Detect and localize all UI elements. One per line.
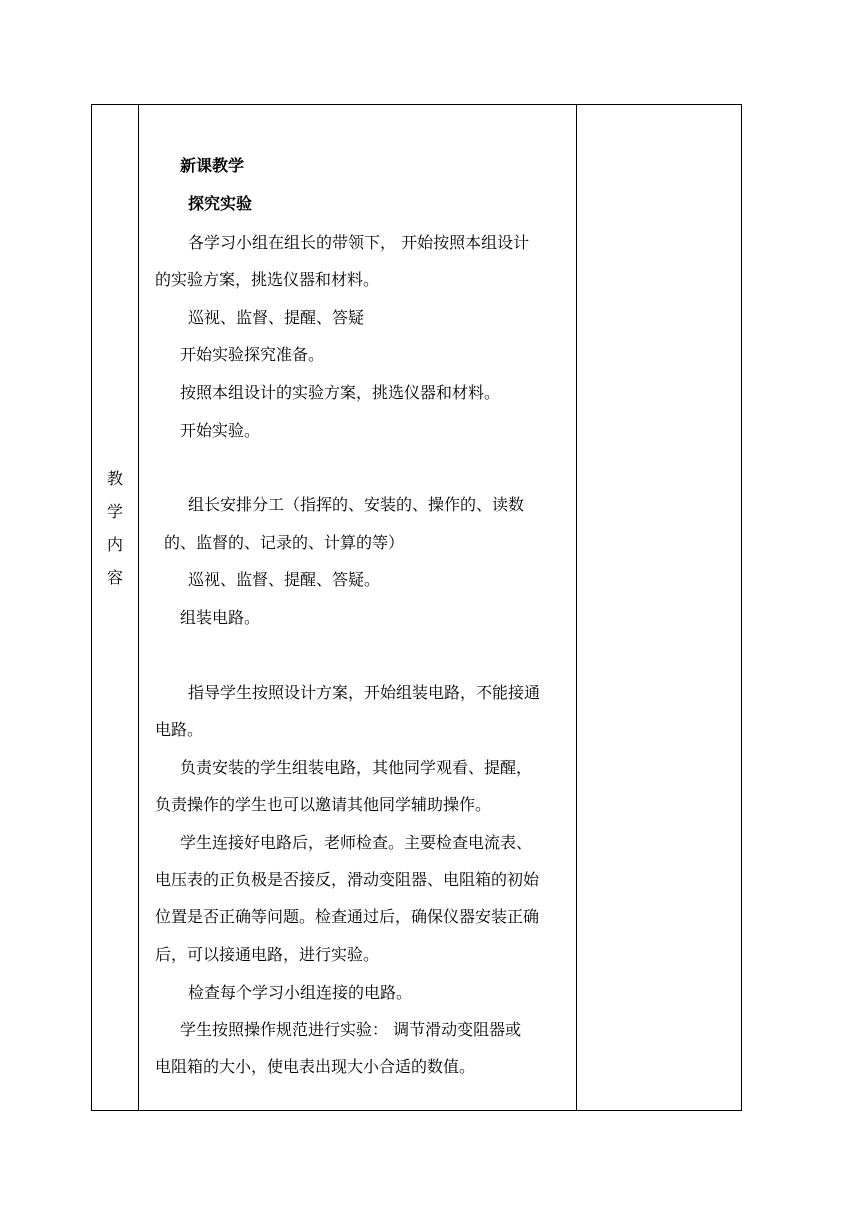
content-line: 开始实验。 (180, 421, 261, 440)
content-line: 位置是否正确等问题。检查通过后，确保仪器安装正确 (155, 907, 540, 926)
content-line: 指导学生按照设计方案，开始组装电路，不能接通 (188, 683, 541, 702)
section-heading-experiment: 探究实验 (188, 194, 253, 213)
content-line: 电压表的正负极是否接反，滑动变阻器、电阻箱的初始 (155, 870, 540, 889)
content-line: 的、监督的、记录的、计算的等） (164, 533, 405, 552)
content-line: 学生连接好电路后，老师检查。主要检查电流表、 (180, 833, 533, 852)
remarks-cell (577, 104, 741, 1111)
content-line: 巡视、监督、提醒、答疑 (188, 308, 365, 327)
content-line: 按照本组设计的实验方案，挑选仪器和材料。 (180, 383, 501, 402)
content-line: 检查每个学习小组连接的电路。 (188, 983, 413, 1002)
section-label-char: 学 (106, 502, 123, 521)
content-line: 电阻箱的大小，使电表出现大小合适的数值。 (155, 1057, 476, 1076)
content-line: 负责安装的学生组装电路，其他同学观看、提醒， (180, 758, 533, 777)
content-line: 组长安排分工（指挥的、安装的、操作的、读数 (188, 495, 525, 514)
section-heading-new-lesson: 新课教学 (180, 156, 245, 175)
section-label-cell (92, 104, 138, 1111)
column-divider-left (138, 104, 139, 1111)
content-line: 开始实验探究准备。 (180, 345, 325, 364)
section-label-char: 教 (106, 469, 123, 488)
section-label-char: 内 (106, 535, 123, 554)
content-line: 的实验方案，挑选仪器和材料。 (155, 270, 380, 289)
content-line: 组装电路。 (180, 608, 261, 627)
content-line: 负责操作的学生也可以邀请其他同学辅助操作。 (155, 795, 492, 814)
content-line: 巡视、监督、提醒、答疑。 (188, 570, 381, 589)
section-label-char: 容 (106, 568, 123, 587)
content-line: 学生按照操作规范进行实验： 调节滑动变阻器或 (180, 1020, 522, 1039)
content-line: 后，可以接通电路，进行实验。 (155, 945, 380, 964)
content-line: 各学习小组在组长的带领下， 开始按照本组设计 (188, 233, 530, 252)
content-line: 电路。 (155, 720, 204, 739)
